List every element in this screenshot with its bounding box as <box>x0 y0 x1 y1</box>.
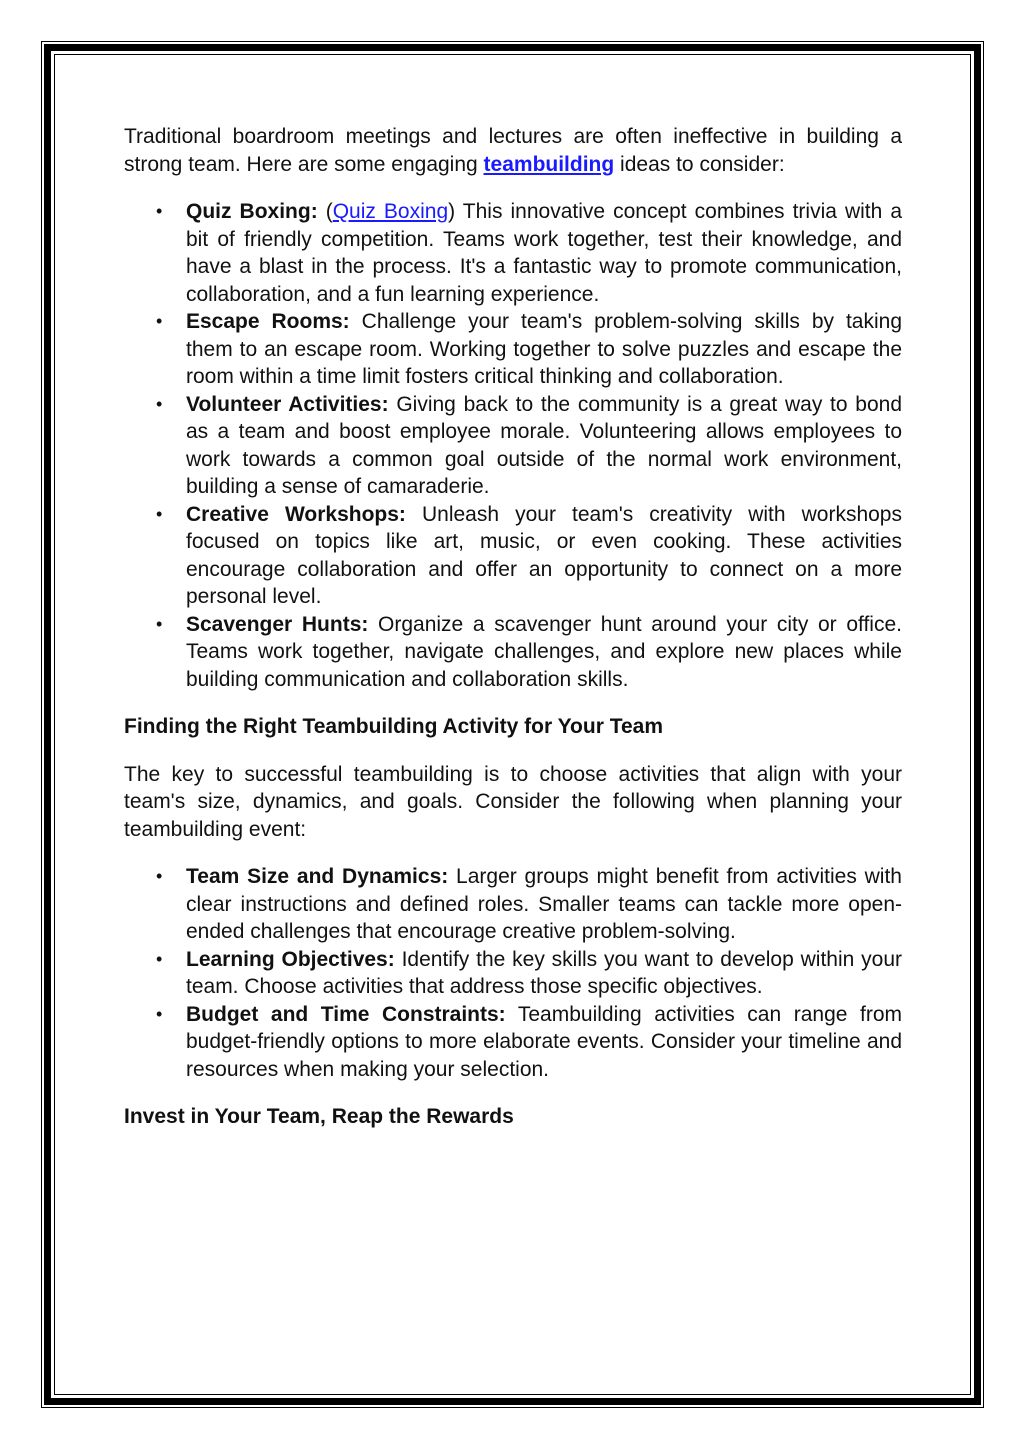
bullet-icon: • <box>156 613 163 634</box>
list-item: • Quiz Boxing: (Quiz Boxing) This innovative concept combines trivia with a bit of friendly competition. Teams work together, test their knowledge, and have a blast in the process. It's a fantastic way to promote communication, collaboration, and a fun learning experience. <box>156 200 902 306</box>
item-term: Quiz Boxing: <box>186 200 318 223</box>
item-text: Organize a scavenger hunt around your city or office. Teams work together, navigate challenges, and explore new places while building communication and collaboration skills. <box>186 612 902 691</box>
bullet-icon: • <box>156 1003 163 1024</box>
list-item <box>124 611 902 694</box>
bullet-icon: • <box>156 201 163 221</box>
item-term: Learning Objectives: <box>186 947 395 971</box>
teambuilding-link[interactable]: teambuilding <box>483 152 615 176</box>
item-term: Scavenger Hunts: <box>186 612 369 636</box>
item-term: Volunteer Activities: <box>186 392 389 416</box>
intro-text-before: Traditional boardroom meetings and lectures are often ineffective in building a strong team. Here are some engaging <box>124 125 902 176</box>
section-paragraph: The key to successful teambuilding is to choose activities that align with your team's size, dynamics, and goals. Consider the following when planning your teambuilding event: <box>124 762 902 841</box>
bullet-icon: • <box>156 948 163 969</box>
section-heading-invest: Invest in Your Team, Reap the Rewards <box>124 1105 514 1128</box>
considerations-list <box>124 863 902 1083</box>
item-text: Giving back to the community is a great way to bond as a team and boost employee morale. Volunteering allows employees to work towards a common goal outside of the normal work environment, building a sense of camaraderie. <box>186 392 902 498</box>
bullet-icon: • <box>156 393 163 414</box>
ideas-list <box>124 198 902 693</box>
item-text: Larger groups might benefit from activities with clear instructions and defined roles. Smaller teams can tackle more open-ended challenges that encourage creative problem-solving. <box>186 865 902 943</box>
list-item <box>124 308 902 391</box>
document-body <box>124 123 902 1151</box>
item-term: Budget and Time Constraints: <box>186 1002 506 1026</box>
item-text: Challenge your team's problem-solving skills by taking them to an escape room. Working together to solve puzzles and escape the room within a time limit fosters critical thinking and collaboration. <box>186 310 902 388</box>
item-text: Unleash your team's creativity with workshops focused on topics like art, music, or even cooking. These activities encourage collaboration and offer an opportunity to connect on a more personal level. <box>186 502 902 608</box>
intro-text-after: ideas to consider: <box>614 152 785 176</box>
bullet-icon: • <box>156 503 163 524</box>
item-text: Teambuilding activities can range from budget-friendly options to more elaborate events. Consider your timeline and resources when making your selection. <box>186 1002 902 1081</box>
list-item <box>124 501 902 611</box>
bullet-icon: • <box>156 311 163 331</box>
item-text: This innovative concept combines trivia with a bit of friendly competition. Teams work together, test their knowledge, and have a blast in the process. It's a fantastic way to promote communication, collaboration, and a fun learning experience. <box>186 200 902 306</box>
item-text: Identify the key skills you want to develop within your team. Choose activities that address those specific objectives. <box>186 947 902 998</box>
intro-paragraph <box>124 123 902 178</box>
list-item <box>124 946 902 1001</box>
section-heading-finding: Finding the Right Teambuilding Activity for Your Team <box>124 715 664 738</box>
bullet-icon: • <box>156 866 163 886</box>
list-item <box>124 391 902 501</box>
item-term: Creative Workshops: <box>186 502 406 526</box>
list-item <box>124 1001 902 1084</box>
item-term: Escape Rooms: <box>186 310 350 333</box>
quiz-boxing-link[interactable]: Quiz Boxing <box>332 200 449 223</box>
list-item <box>124 863 902 946</box>
item-term: Team Size and Dynamics: <box>186 865 449 888</box>
